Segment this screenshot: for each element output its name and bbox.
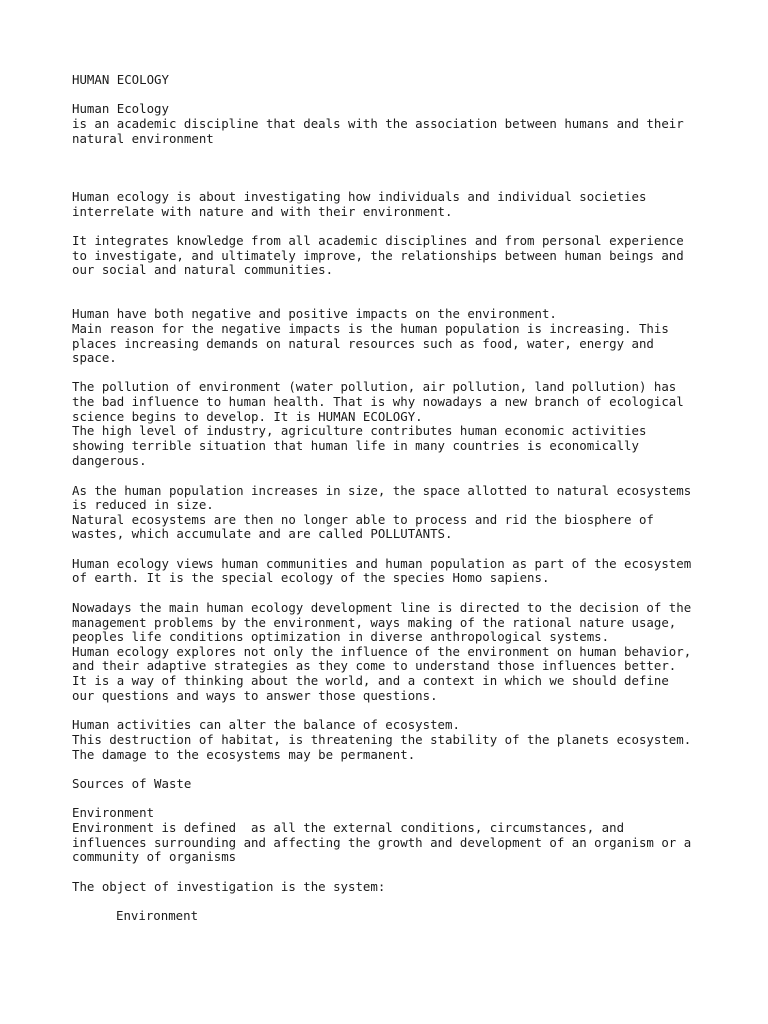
document-title: HUMAN ECOLOGY <box>72 72 169 87</box>
definition-line: is an academic discipline that deals with the association between humans and their <box>72 116 684 131</box>
paragraph-line: Human ecology explores not only the influence of the environment on human behavior, <box>72 644 692 659</box>
paragraph-line: The damage to the ecosystems may be permanent. <box>72 747 416 762</box>
paragraph-line: our questions and ways to answer those questions. <box>72 688 438 703</box>
environment-line: influences surrounding and affecting the growth and development of an organism or a <box>72 835 692 850</box>
paragraph-line: to investigate, and ultimately improve, the relationships between human beings and <box>72 248 684 263</box>
paragraph-line: is reduced in size. <box>72 497 214 512</box>
sources-heading: Sources of Waste <box>72 776 192 791</box>
paragraph-line: Human activities can alter the balance of ecosystem. <box>72 717 460 732</box>
paragraph-line: It integrates knowledge from all academic disciplines and from personal experience <box>72 233 684 248</box>
definition-line: natural environment <box>72 131 214 146</box>
paragraph-line: interrelate with nature and with their environment. <box>72 204 453 219</box>
system-item: Environment <box>116 908 199 923</box>
paragraph-line: The pollution of environment (water pollution, air pollution, land pollution) has <box>72 379 677 394</box>
paragraph-line: Human ecology is about investigating how individuals and individual societies <box>72 189 647 204</box>
paragraph-line: peoples life conditions optimization in diverse anthropological systems. <box>72 629 610 644</box>
paragraph-line: the bad influence to human health. That is why nowadays a new branch of ecological <box>72 394 684 409</box>
environment-heading: Environment <box>72 805 155 820</box>
paragraph-line: The high level of industry, agriculture contributes human economic activities <box>72 423 647 438</box>
paragraph-line: science begins to develop. It is HUMAN ECOLOGY. <box>72 409 423 424</box>
paragraph-line: Nowadays the main human ecology development line is directed to the decision of the <box>72 600 692 615</box>
paragraph-line: management problems by the environment, ways making of the rational nature usage, <box>72 615 677 630</box>
definition-term: Human Ecology <box>72 101 169 116</box>
paragraph-line: of earth. It is the special ecology of the species Homo sapiens. <box>72 570 550 585</box>
paragraph-line: Human have both negative and positive impacts on the environment. <box>72 306 557 321</box>
paragraph-line: and their adaptive strategies as they come to understand those influences better. <box>72 658 677 673</box>
environment-line: community of organisms <box>72 849 237 864</box>
environment-line: Environment is defined as all the external conditions, circumstances, and <box>72 820 625 835</box>
paragraph-line: places increasing demands on natural resources such as food, water, energy and <box>72 336 654 351</box>
paragraph-line: Main reason for the negative impacts is the human population is increasing. This <box>72 321 669 336</box>
paragraph-line: This destruction of habitat, is threatening the stability of the planets ecosystem. <box>72 732 692 747</box>
system-line: The object of investigation is the system: <box>72 879 386 894</box>
paragraph-line: Human ecology views human communities and human population as part of the ecosystem <box>72 556 692 571</box>
paragraph-line: dangerous. <box>72 453 147 468</box>
paragraph-line: wastes, which accumulate and are called POLLUTANTS. <box>72 526 453 541</box>
paragraph-line: space. <box>72 350 117 365</box>
paragraph-line: our social and natural communities. <box>72 262 334 277</box>
paragraph-line: As the human population increases in size, the space allotted to natural ecosystems <box>72 483 692 498</box>
paragraph-line: It is a way of thinking about the world, and a context in which we should define <box>72 673 669 688</box>
paragraph-line: showing terrible situation that human life in many countries is economically <box>72 438 639 453</box>
paragraph-line: Natural ecosystems are then no longer able to process and rid the biosphere of <box>72 512 654 527</box>
